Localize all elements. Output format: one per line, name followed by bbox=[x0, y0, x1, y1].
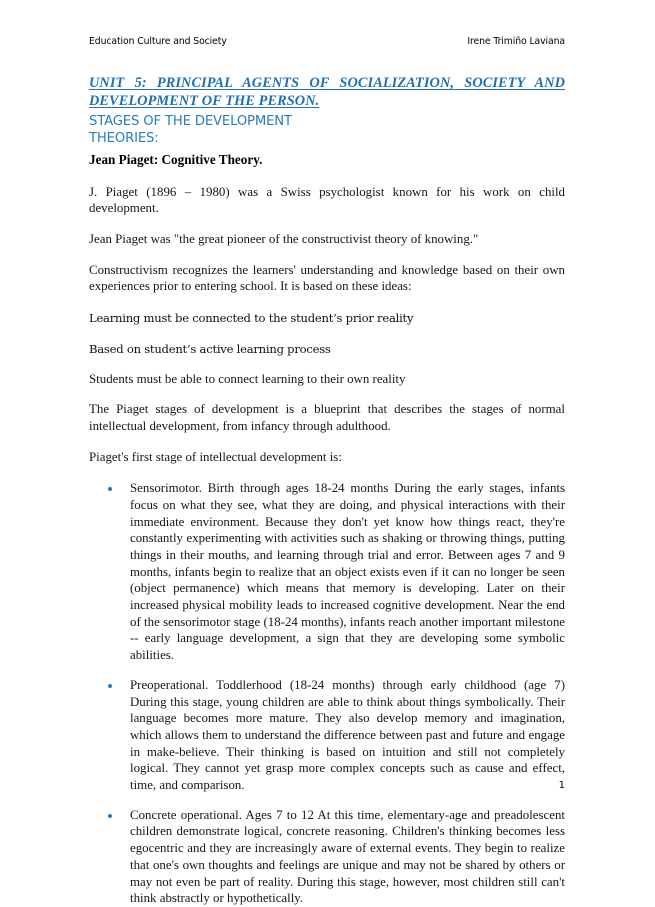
paragraph-constructivism: Constructivism recognizes the learners' understanding and knowledge based on their own experiences prior to entering school. It is based on these ideas: bbox=[89, 262, 565, 294]
bullet-dot-icon bbox=[108, 684, 112, 688]
idea-active-learning-process: Based on student’s active learning process bbox=[89, 341, 331, 356]
running-header bbox=[89, 36, 565, 47]
piaget-heading: Jean Piaget: Cognitive Theory. bbox=[89, 151, 263, 167]
section-subtitle-theories: THEORIES: bbox=[89, 131, 159, 147]
bullet-dot-icon bbox=[108, 487, 112, 491]
header-course-title: Education Culture and Society bbox=[89, 36, 227, 47]
paragraph-piaget-quote: Jean Piaget was "the great pioneer of the constructivist theory of knowing." bbox=[89, 231, 479, 246]
stages-list bbox=[89, 480, 565, 907]
idea-learning-prior-reality: Learning must be connected to the student’s prior reality bbox=[89, 310, 414, 325]
idea-connect-own-reality: Students must be able to connect learning to their own reality bbox=[89, 371, 406, 386]
paragraph-piaget-bio: J. Piaget (1896 – 1980) was a Swiss psychologist known for his work on child development. bbox=[89, 184, 565, 216]
section-subtitle-stages: STAGES OF THE DEVELOPMENT bbox=[89, 113, 292, 129]
paragraph-first-stage-intro: Piaget's first stage of intellectual development is: bbox=[89, 449, 342, 464]
header-author-name: Irene Trimiño Laviana bbox=[467, 36, 565, 47]
stage-text-preoperational: Preoperational. Toddlerhood (18-24 months) through early childhood (age 7) During this stage, young children are able to think about things symbolically. Their language becomes more mature. They also develop memory and imagination, which allows them to understand the difference between past and future and engage in make-believe. Their thinking is based on intuition and still not completely logical. They cannot yet grasp more complex concepts such as cause and effect, time, and comparison. bbox=[130, 677, 565, 793]
unit-title: UNIT 5: PRINCIPAL AGENTS OF SOCIALIZATION, SOCIETY AND DEVELOPMENT OF THE PERSON. bbox=[89, 75, 565, 110]
list-item bbox=[89, 480, 565, 664]
paragraph-stages-blueprint: The Piaget stages of development is a blueprint that describes the stages of normal intellectual development, from infancy through adulthood. bbox=[89, 402, 565, 433]
list-item bbox=[89, 677, 565, 794]
bullet-dot-icon bbox=[108, 814, 112, 818]
stage-text-sensorimotor: Sensorimotor. Birth through ages 18-24 months During the early stages, infants focus on what they see, what they are doing, and physical interactions with their immediate environment. Because they don't yet know how things react, they're constantly experimenting with activities such as shaking or throwing things, putting things in their mouths, and learning through trial and error. Between ages 7 and 9 months, infants begin to realize that an object exists even if it can no longer be seen (object permanence) which means that memory is developing. Later on their increased physical mobility leads to increased cognitive development. Near the end of the sensorimotor stage (18-24 months), infants reach another important milestone -- early language development, a sign that they are developing some symbolic abilities. bbox=[130, 481, 565, 663]
stage-text-concrete-operational: Concrete operational. Ages 7 to 12 At this time, elementary-age and preadolescent children demonstrate logical, concrete reasoning. Children's thinking becomes less egocentric and they are increasingly aware of external events. They begin to realize that one's own thoughts and feelings are unique and may not be shared by others or may not even be part of reality. During this stage, however, most children still can't think abstractly or hypothetically. bbox=[130, 807, 565, 906]
page-number: 1 bbox=[558, 780, 565, 791]
list-item bbox=[89, 807, 565, 907]
